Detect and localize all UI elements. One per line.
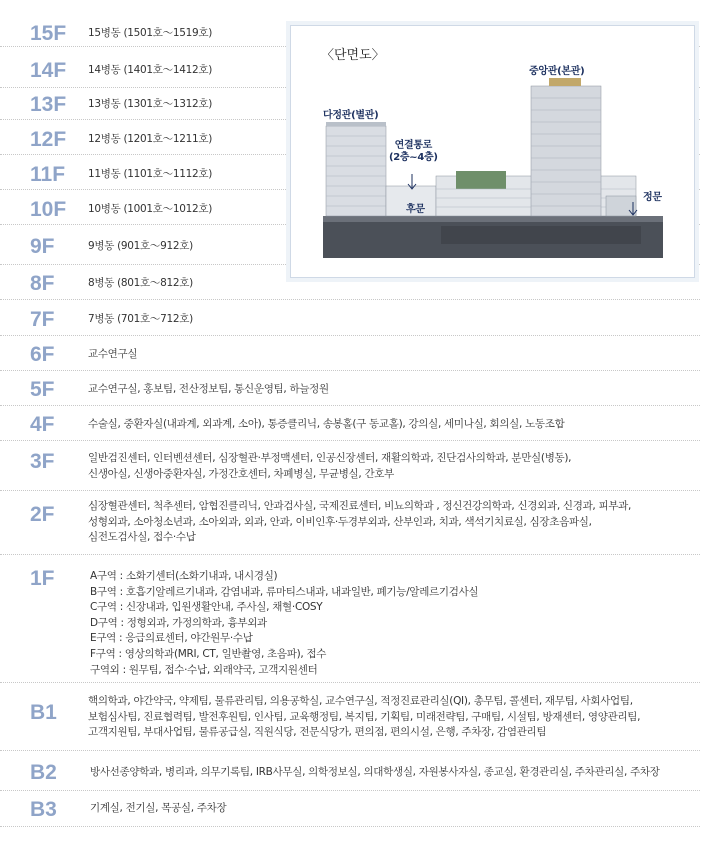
floor-label: 6F bbox=[30, 343, 55, 366]
floor-departments: A구역 : 소화기센터(소화기내과, 내시경실) B구역 : 호흡기알레르기내과, 감염내과, 류마티스내과, 내과일반, 폐기능/알레르기검사실 C구역 : 신장내과, 입원생활안내, 주사실, 채혈·COSY D구역 : 정형외과, 가정의학과, 흉부외과 E구역 : 응급의료센터, 야간원무·수납 F구역 : 영상의학과(MRI, CT, 일반촬영, 초음파), 접수 구역외 : 원무팀, 접수·수납, 외래약국, 고객지원센터 bbox=[90, 570, 479, 676]
floor-departments: 13병동 (1301호～1312호) bbox=[88, 98, 213, 110]
floor-label: 9F bbox=[30, 235, 55, 258]
floor-row-1f bbox=[0, 555, 700, 683]
floor-label: 11F bbox=[30, 163, 66, 186]
floor-label: 14F bbox=[30, 59, 67, 82]
floor-label: B2 bbox=[30, 761, 57, 784]
floor-row-6f bbox=[0, 336, 700, 371]
floor-row-2f bbox=[0, 491, 700, 555]
corridor-label: 연결통로 (2층~4층) bbox=[389, 140, 438, 163]
floor-departments: 방사선종양학과, 병리과, 의무기록팀, IRB사무실, 의학정보실, 의대학생실, 자원봉사자실, 종교실, 환경관리실, 주차관리실, 주차장 bbox=[90, 766, 660, 778]
building-illustration bbox=[291, 26, 694, 277]
floor-departments: 14병동 (1401호～1412호) bbox=[88, 64, 213, 76]
floor-departments: 7병동 (701호～712호) bbox=[88, 313, 193, 325]
main-building-label: 중앙관(본관) bbox=[529, 66, 585, 77]
floor-departments: 교수연구실 bbox=[88, 348, 138, 360]
floor-label: 4F bbox=[30, 413, 55, 436]
floor-departments: 교수연구실, 홍보팀, 전산정보팀, 통신운영팀, 하늘정원 bbox=[88, 383, 329, 395]
floor-row-b3 bbox=[0, 791, 700, 827]
floor-row-b2 bbox=[0, 751, 700, 791]
floor-label: 13F bbox=[30, 93, 67, 116]
floor-departments: 11병동 (1101호～1112호) bbox=[88, 168, 213, 180]
main-tower bbox=[531, 78, 601, 216]
floor-label: 7F bbox=[30, 308, 55, 331]
main-gate-label: 정문 bbox=[643, 192, 662, 203]
floor-label: 2F bbox=[30, 503, 55, 526]
floor-departments: 핵의학과, 야간약국, 약제팀, 물류관리팀, 의용공학실, 교수연구실, 적정진료관리실(QI), 총무팀, 콜센터, 재무팀, 사회사업팀, 보험심사팀, 진료협력팀, 발전후원팀, 인사팀, 교육행정팀, 복지팀, 기획팀, 미래전략팀, 구매팀, 시설팀, 방재센터, 영양관리팀, 고객지원팀, 부대사업팀, 물류공급실, 직원식당, 전문식당가, 편의점, 편의시설, 은행, 주차장, 감염관리팀 bbox=[88, 695, 641, 738]
floor-label: 1F bbox=[30, 567, 55, 590]
floor-label: B3 bbox=[30, 798, 57, 821]
floor-label: 3F bbox=[30, 450, 55, 473]
floor-departments: 9병동 (901호～912호) bbox=[88, 240, 193, 252]
floor-row-5f bbox=[0, 371, 700, 406]
floor-departments: 수술실, 중환자실(내과계, 외과계, 소아), 통증클리닉, 송봉홀(구 동교홀), 강의실, 세미나실, 회의실, 노동조합 bbox=[88, 418, 565, 430]
annex-building bbox=[326, 122, 386, 216]
floor-label: 15F bbox=[30, 22, 67, 45]
floor-departments: 기계실, 전기실, 목공실, 주차장 bbox=[90, 802, 227, 814]
floor-label: 12F bbox=[30, 128, 67, 151]
floor-departments: 8병동 (801호～812호) bbox=[88, 277, 193, 289]
floor-row-7f bbox=[0, 300, 700, 336]
floor-row-4f bbox=[0, 406, 700, 441]
annex-label: 다정관(별관) bbox=[323, 110, 379, 121]
floor-label: 5F bbox=[30, 378, 55, 401]
floor-label: 10F bbox=[30, 198, 67, 221]
floor-label: 8F bbox=[30, 272, 55, 295]
rear-gate-label: 후문 bbox=[406, 204, 425, 215]
floor-row-3f bbox=[0, 441, 700, 491]
floor-departments: 15병동 (1501호～1519호) bbox=[88, 27, 213, 39]
floor-row-b1 bbox=[0, 683, 700, 751]
floor-departments: 12병동 (1201호～1211호) bbox=[88, 133, 213, 145]
cross-section-diagram bbox=[290, 25, 695, 278]
diagram-title: 〈단면도〉 bbox=[321, 48, 385, 63]
floor-departments: 10병동 (1001호～1012호) bbox=[88, 203, 213, 215]
floor-departments: 심장혈관센터, 척추센터, 암협진클리닉, 안과검사실, 국제진료센터, 비뇨의학과 , 정신건강의학과, 신경외과, 신경과, 피부과, 성형외과, 소아청소년과, 소아외과, 외과, 안과, 이비인후·두경부외과, 산부인과, 치과, 색석기치료실, 심장초음파실, 심전도검사실, 접수·수납 bbox=[88, 500, 632, 543]
floor-departments: 일반검진센터, 인터벤션센터, 심장혈관·부정맥센터, 인공신장센터, 재활의학과, 진단검사의학과, 분만실(병동), 신생아실, 신생아중환자실, 가정간호센터, 차폐병실, 무균병실, 간호부 bbox=[88, 452, 572, 480]
floor-label: B1 bbox=[30, 701, 57, 724]
